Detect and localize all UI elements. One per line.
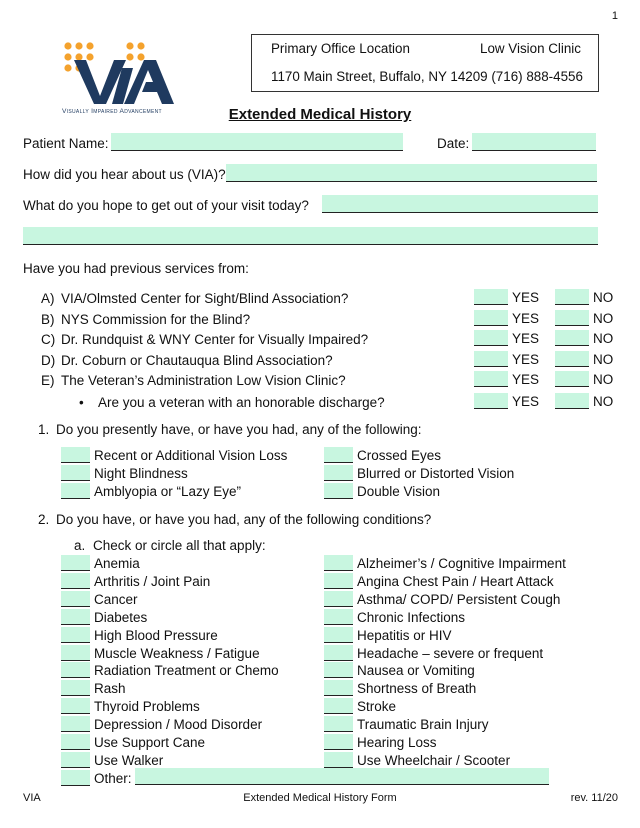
logo-tagline: Visually Impaired Advancement <box>62 108 162 115</box>
condition-option <box>324 627 452 643</box>
no-label: NO <box>593 372 614 387</box>
yes-label: YES <box>512 331 540 346</box>
check-blank[interactable] <box>61 752 90 768</box>
other-check[interactable] <box>61 770 90 786</box>
yes-blank[interactable] <box>474 351 508 367</box>
check-blank[interactable] <box>324 698 353 714</box>
yes-blank[interactable] <box>474 289 508 305</box>
primary-office-label: Primary Office Location <box>271 41 410 56</box>
check-blank[interactable] <box>324 645 353 661</box>
yes-no-group <box>474 330 613 346</box>
condition-option <box>61 662 279 678</box>
service-question: NYS Commission for the Blind? <box>61 312 251 327</box>
vision-option <box>324 447 441 463</box>
condition-option <box>324 609 465 625</box>
option-label: Traumatic Brain Injury <box>357 717 489 733</box>
service-question: Are you a veteran with an honorable discharge? <box>98 395 385 410</box>
condition-option <box>324 555 566 571</box>
condition-option <box>61 716 262 732</box>
option-label: Cancer <box>94 591 138 607</box>
option-label: Chronic Infections <box>357 609 466 625</box>
no-blank[interactable] <box>555 330 589 346</box>
check-blank[interactable] <box>61 465 90 481</box>
yes-label: YES <box>512 311 540 326</box>
check-blank[interactable] <box>324 591 353 607</box>
vision-option <box>61 465 188 481</box>
yes-no-group <box>474 310 613 326</box>
no-blank[interactable] <box>555 289 589 305</box>
service-question: Dr. Rundquist & WNY Center for Visually Impaired? <box>61 332 369 347</box>
office-address: 1170 Main Street, Buffalo, NY 14209 (716) 888-4556 <box>271 69 583 84</box>
no-label: NO <box>593 311 614 326</box>
condition-option <box>324 645 543 661</box>
option-label: Shortness of Breath <box>357 681 477 697</box>
no-label: NO <box>593 394 614 409</box>
option-label: Nausea or Vomiting <box>357 663 475 679</box>
check-blank[interactable] <box>324 447 353 463</box>
hear-about-label: How did you hear about us (VIA)? <box>23 167 226 182</box>
q2a-instruction: Check or circle all that apply: <box>93 538 266 553</box>
condition-option <box>61 573 210 589</box>
office-info-box <box>251 34 599 92</box>
option-label: Hearing Loss <box>357 735 437 750</box>
option-label: Double Vision <box>357 484 441 499</box>
check-blank[interactable] <box>324 752 353 768</box>
q1-marker: 1. <box>38 422 50 437</box>
date-label: Date: <box>437 136 470 151</box>
check-blank[interactable] <box>324 734 353 750</box>
option-label: Depression / Mood Disorder <box>94 717 263 733</box>
yes-label: YES <box>512 290 540 305</box>
check-blank[interactable] <box>61 609 90 625</box>
q1-question: Do you presently have, or have you had, any of the following: <box>56 422 422 437</box>
yes-no-group <box>474 393 613 409</box>
yes-blank[interactable] <box>474 393 508 409</box>
option-label: Use Support Cane <box>94 735 206 750</box>
check-blank[interactable] <box>324 716 353 732</box>
service-marker: A) <box>41 291 55 306</box>
service-question: Dr. Coburn or Chautauqua Blind Association? <box>61 353 333 368</box>
check-blank[interactable] <box>61 698 90 714</box>
service-marker: E) <box>41 373 55 388</box>
check-blank[interactable] <box>324 680 353 696</box>
page-title: Extended Medical History <box>228 106 412 123</box>
visit-hope-label: What do you hope to get out of your visit today? <box>23 198 309 213</box>
yes-blank[interactable] <box>474 371 508 387</box>
condition-option <box>61 627 218 643</box>
other-row <box>61 770 132 786</box>
yes-no-group <box>474 351 613 367</box>
yes-blank[interactable] <box>474 310 508 326</box>
condition-option <box>61 680 126 696</box>
yes-blank[interactable] <box>474 330 508 346</box>
option-label: Anemia <box>94 556 140 571</box>
q2-question: Do you have, or have you had, any of the following conditions? <box>56 512 432 527</box>
visit-hope-field-line2[interactable] <box>23 227 598 245</box>
clinic-label: Low Vision Clinic <box>480 41 581 56</box>
no-blank[interactable] <box>555 310 589 326</box>
check-blank[interactable] <box>61 662 90 678</box>
option-label: High Blood Pressure <box>94 627 218 643</box>
check-blank[interactable] <box>61 591 90 607</box>
vision-option <box>61 447 287 463</box>
other-label: Other: <box>94 771 132 786</box>
yes-no-group <box>474 371 613 387</box>
no-blank[interactable] <box>555 393 589 409</box>
condition-option <box>324 752 510 768</box>
option-label: Use Walker <box>94 752 164 768</box>
check-blank[interactable] <box>324 555 353 571</box>
option-label: Diabetes <box>94 609 148 625</box>
no-label: NO <box>593 352 614 367</box>
service-question: The Veteran’s Administration Low Vision Clinic? <box>61 373 346 388</box>
option-label: Headache – severe or frequent <box>357 645 544 661</box>
condition-option <box>324 591 560 607</box>
vision-option <box>324 465 514 481</box>
q2a-marker: a. <box>74 538 86 553</box>
condition-option <box>61 609 147 625</box>
patient-name-field[interactable] <box>111 133 403 151</box>
yes-label: YES <box>512 352 540 367</box>
vision-option <box>324 483 440 499</box>
condition-option <box>324 662 475 678</box>
service-marker: D) <box>41 353 56 368</box>
condition-option <box>324 698 396 714</box>
service-marker: B) <box>41 312 55 327</box>
no-label: NO <box>593 331 614 346</box>
condition-option <box>61 645 260 661</box>
check-blank[interactable] <box>324 573 353 589</box>
other-field[interactable] <box>135 768 549 785</box>
q2-marker: 2. <box>38 512 50 527</box>
check-blank[interactable] <box>324 483 353 499</box>
yes-label: YES <box>512 394 540 409</box>
no-label: NO <box>593 290 614 305</box>
footer-left: VIA <box>23 792 41 804</box>
option-label: Use Wheelchair / Scooter <box>357 752 511 768</box>
condition-option <box>61 752 163 768</box>
page-number: 1 <box>611 10 618 22</box>
yes-label: YES <box>512 372 540 387</box>
option-label: Night Blindness <box>94 466 188 481</box>
no-blank[interactable] <box>555 351 589 367</box>
visit-hope-field[interactable] <box>322 195 598 213</box>
footer-center: Extended Medical History Form <box>243 792 397 804</box>
option-label: Amblyopia or “Lazy Eye” <box>94 484 242 499</box>
option-label: Recent or Additional Vision Loss <box>94 448 288 463</box>
previous-services-intro: Have you had previous services from: <box>23 261 249 276</box>
option-label: Asthma/ COPD/ Persistent Cough <box>357 591 561 607</box>
check-blank[interactable] <box>324 627 353 643</box>
check-blank[interactable] <box>61 716 90 732</box>
check-blank[interactable] <box>61 627 90 643</box>
option-label: Stroke <box>357 699 397 715</box>
service-marker: • <box>79 395 84 410</box>
yes-no-group <box>474 289 613 305</box>
check-blank[interactable] <box>61 645 90 661</box>
condition-option <box>324 734 437 750</box>
check-blank[interactable] <box>324 609 353 625</box>
option-label: Arthritis / Joint Pain <box>94 573 211 589</box>
check-blank[interactable] <box>61 447 90 463</box>
no-blank[interactable] <box>555 371 589 387</box>
check-blank[interactable] <box>61 483 90 499</box>
option-label: Thyroid Problems <box>94 699 200 715</box>
condition-option <box>324 716 489 732</box>
option-label: Angina Chest Pain / Heart Attack <box>357 573 554 589</box>
option-label: Radiation Treatment or Chemo <box>94 663 279 679</box>
condition-option <box>61 734 205 750</box>
condition-option <box>324 680 476 696</box>
hear-about-field[interactable] <box>226 164 597 182</box>
option-label: Rash <box>94 681 126 697</box>
check-blank[interactable] <box>61 680 90 696</box>
footer-right: rev. 11/20 <box>570 792 618 804</box>
option-label: Alzheimer’s / Cognitive Impairment <box>357 556 566 571</box>
option-label: Crossed Eyes <box>357 448 442 463</box>
vision-option <box>61 483 241 499</box>
check-blank[interactable] <box>61 555 90 571</box>
condition-option <box>61 698 200 714</box>
option-label: Blurred or Distorted Vision <box>357 466 515 481</box>
condition-option <box>324 573 554 589</box>
condition-option <box>61 591 138 607</box>
check-blank[interactable] <box>61 573 90 589</box>
patient-name-label: Patient Name: <box>23 136 109 151</box>
check-blank[interactable] <box>324 465 353 481</box>
check-blank[interactable] <box>61 734 90 750</box>
service-question: VIA/Olmsted Center for Sight/Blind Association? <box>61 291 349 306</box>
option-label: Muscle Weakness / Fatigue <box>94 645 260 661</box>
date-field[interactable] <box>472 133 596 151</box>
service-marker: C) <box>41 332 56 347</box>
condition-option <box>61 555 140 571</box>
option-label: Hepatitis or HIV <box>357 627 452 643</box>
check-blank[interactable] <box>324 662 353 678</box>
